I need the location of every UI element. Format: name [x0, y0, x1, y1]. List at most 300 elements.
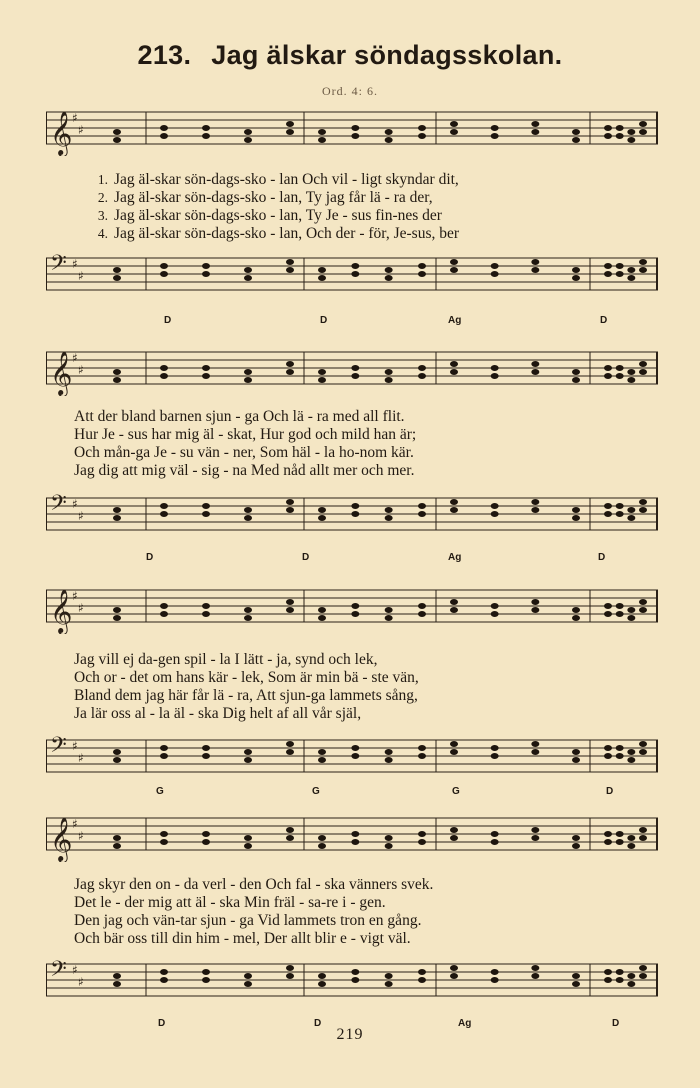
note-head [202, 263, 210, 269]
note-head [286, 965, 294, 971]
lyric-text: Jag äl-skar sön-dags-sko - lan, Och der - för, Je-sus, ber [114, 225, 460, 242]
note-head [318, 615, 326, 621]
note-head [351, 839, 359, 845]
note-head [639, 369, 647, 375]
treble-staff-drawing [46, 812, 658, 862]
note-head [351, 271, 359, 277]
bass-clef-icon: 𝄢 [50, 734, 67, 763]
note-head [604, 745, 612, 751]
lyric-line [74, 876, 634, 894]
chord-symbol: G [452, 786, 460, 797]
note-head [531, 599, 539, 605]
note-head [385, 369, 393, 375]
note-head [531, 827, 539, 833]
note-head [616, 133, 624, 139]
note-head [160, 511, 168, 517]
note-head [450, 499, 458, 505]
note-head [531, 507, 539, 513]
note-head [491, 611, 499, 617]
note-head [450, 835, 458, 841]
note-head [286, 121, 294, 127]
note-head [572, 275, 580, 281]
note-head [418, 753, 426, 759]
note-head [491, 503, 499, 509]
note-head [113, 267, 121, 273]
chord-symbol: G [312, 786, 320, 797]
note-head [202, 503, 210, 509]
lyrics-block [74, 408, 634, 480]
note-head [351, 125, 359, 131]
note-head [604, 373, 612, 379]
note-head [160, 611, 168, 617]
note-head [627, 275, 635, 281]
note-head [202, 839, 210, 845]
verse-number: 4. [97, 226, 108, 241]
chord-symbol: D [320, 315, 328, 326]
lyric-line [74, 426, 634, 444]
note-head [450, 749, 458, 755]
note-head [113, 137, 121, 143]
note-head [418, 373, 426, 379]
note-head [286, 259, 294, 265]
note-head [351, 511, 359, 517]
note-head [160, 373, 168, 379]
note-head [244, 507, 252, 513]
lyric-line [74, 930, 634, 948]
lyric-text: Och or - det om hans kär - lek, Som är min bä - ste vän, [74, 669, 419, 686]
note-head [418, 969, 426, 975]
sharp-icon: ♯ [72, 351, 78, 365]
note-head [491, 365, 499, 371]
note-head [286, 369, 294, 375]
note-head [639, 361, 647, 367]
note-head [202, 611, 210, 617]
note-head [418, 133, 426, 139]
note-head [160, 133, 168, 139]
note-head [286, 599, 294, 605]
note-head [318, 843, 326, 849]
treble-staff-drawing [46, 106, 658, 156]
treble-staff [46, 106, 658, 156]
note-head [572, 749, 580, 755]
note-head [351, 503, 359, 509]
note-head [491, 745, 499, 751]
note-head [385, 515, 393, 521]
note-head [113, 973, 121, 979]
bass-staff-drawing [46, 492, 658, 542]
note-head [604, 969, 612, 975]
note-head [202, 745, 210, 751]
note-head [616, 831, 624, 837]
note-head [604, 603, 612, 609]
bass-clef-icon: 𝄢 [50, 492, 67, 521]
note-head [113, 377, 121, 383]
treble-clef-icon: 𝄞 [50, 111, 73, 155]
note-head [160, 263, 168, 269]
note-head [385, 843, 393, 849]
lyric-text: Jag äl-skar sön-dags-sko - lan, Ty jag får lä - ra der, [114, 189, 433, 206]
note-head [604, 753, 612, 759]
note-head [639, 599, 647, 605]
note-head [627, 973, 635, 979]
note-head [318, 973, 326, 979]
note-head [244, 981, 252, 987]
lyric-text: Det le - der mig att äl - ska Min fräl - sa-re i - gen. [74, 894, 386, 911]
note-head [351, 603, 359, 609]
note-head [627, 981, 635, 987]
chord-symbol: D [146, 552, 154, 563]
chord-symbol: D [606, 786, 614, 797]
note-head [286, 361, 294, 367]
note-head [202, 831, 210, 837]
note-head [113, 757, 121, 763]
note-head [351, 969, 359, 975]
note-head [639, 835, 647, 841]
lyric-text: Hur Je - sus har mig äl - skat, Hur god och mild han är; [74, 426, 417, 443]
bass-clef-icon: 𝄢 [50, 958, 67, 987]
note-head [616, 365, 624, 371]
note-head [639, 973, 647, 979]
note-head [627, 377, 635, 383]
lyric-text: Jag äl-skar sön-dags-sko - lan, Ty Je - sus fin-nes der [114, 207, 442, 224]
lyrics-block [74, 876, 634, 948]
note-head [627, 515, 635, 521]
lyrics-block [64, 171, 624, 243]
note-head [318, 981, 326, 987]
note-head [616, 263, 624, 269]
sharp-icon: ♯ [78, 269, 84, 283]
note-head [418, 503, 426, 509]
treble-staff [46, 584, 658, 634]
note-head [604, 831, 612, 837]
chord-symbol: Ag [448, 552, 462, 563]
note-head [113, 369, 121, 375]
chord-symbol: D [302, 552, 310, 563]
sharp-icon: ♯ [78, 975, 84, 989]
note-head [627, 749, 635, 755]
note-head [639, 259, 647, 265]
note-head [616, 839, 624, 845]
lyric-line [74, 705, 634, 723]
note-head [318, 377, 326, 383]
note-head [450, 259, 458, 265]
note-head [418, 745, 426, 751]
note-head [604, 271, 612, 277]
page-number: 219 [336, 1026, 364, 1043]
chord-symbol: Ag [448, 315, 462, 326]
note-head [572, 515, 580, 521]
note-head [616, 503, 624, 509]
note-head [627, 615, 635, 621]
note-head [616, 373, 624, 379]
note-head [627, 507, 635, 513]
note-head [572, 973, 580, 979]
note-head [286, 267, 294, 273]
note-head [531, 267, 539, 273]
note-head [160, 271, 168, 277]
lyric-line [74, 687, 634, 705]
lyrics-block [74, 651, 634, 723]
note-head [531, 835, 539, 841]
note-head [491, 839, 499, 845]
note-head [286, 507, 294, 513]
chord-symbol: D [158, 1018, 166, 1029]
treble-staff-drawing [46, 346, 658, 396]
note-head [604, 365, 612, 371]
note-head [202, 969, 210, 975]
note-head [604, 125, 612, 131]
note-head [160, 753, 168, 759]
scripture-reference: Ord. 4: 6. [322, 84, 378, 98]
note-head [450, 369, 458, 375]
note-head [385, 757, 393, 763]
note-head [160, 969, 168, 975]
note-head [113, 835, 121, 841]
note-head [113, 749, 121, 755]
note-head [572, 835, 580, 841]
note-head [639, 507, 647, 513]
note-head [160, 831, 168, 837]
note-head [639, 827, 647, 833]
note-head [385, 275, 393, 281]
note-head [418, 263, 426, 269]
note-head [491, 977, 499, 983]
note-head [572, 137, 580, 143]
note-head [531, 965, 539, 971]
note-head [202, 133, 210, 139]
note-head [385, 749, 393, 755]
note-head [572, 369, 580, 375]
note-head [531, 129, 539, 135]
note-head [639, 499, 647, 505]
note-head [616, 611, 624, 617]
note-head [450, 973, 458, 979]
note-head [418, 611, 426, 617]
note-head [491, 511, 499, 517]
chord-row [0, 315, 700, 329]
note-head [450, 361, 458, 367]
note-head [202, 511, 210, 517]
note-head [491, 753, 499, 759]
note-head [572, 129, 580, 135]
sharp-icon: ♯ [72, 111, 78, 125]
note-head [627, 129, 635, 135]
chord-row [0, 786, 700, 800]
treble-staff-drawing [46, 584, 658, 634]
hymn-title-block [0, 40, 700, 71]
note-head [286, 973, 294, 979]
sharp-icon: ♯ [78, 751, 84, 765]
note-head [351, 831, 359, 837]
note-head [244, 749, 252, 755]
note-head [531, 973, 539, 979]
note-head [385, 973, 393, 979]
note-head [318, 369, 326, 375]
bass-staff [46, 958, 658, 1008]
note-head [160, 977, 168, 983]
note-head [202, 753, 210, 759]
note-head [286, 499, 294, 505]
note-head [450, 267, 458, 273]
hymn-number: 213. [137, 40, 192, 70]
sharp-icon: ♯ [72, 739, 78, 753]
lyric-text: Bland dem jag här får lä - ra, Att sjun-ga lammets sång, [74, 687, 418, 704]
sharp-icon: ♯ [72, 589, 78, 603]
note-head [286, 129, 294, 135]
note-head [202, 977, 210, 983]
note-head [160, 603, 168, 609]
note-head [244, 757, 252, 763]
note-head [244, 515, 252, 521]
lyric-line [74, 894, 634, 912]
note-head [616, 977, 624, 983]
sharp-icon: ♯ [72, 817, 78, 831]
note-head [616, 753, 624, 759]
verse-number: 3. [97, 208, 108, 223]
bass-staff [46, 252, 658, 302]
note-head [202, 271, 210, 277]
note-head [160, 503, 168, 509]
note-head [286, 835, 294, 841]
verse-number: 1. [97, 172, 108, 187]
note-head [351, 263, 359, 269]
note-head [572, 507, 580, 513]
note-head [450, 827, 458, 833]
lyric-line [64, 225, 624, 243]
bass-staff-drawing [46, 734, 658, 784]
note-head [616, 125, 624, 131]
note-head [531, 121, 539, 127]
note-head [418, 839, 426, 845]
note-head [318, 607, 326, 613]
note-head [113, 615, 121, 621]
note-head [385, 137, 393, 143]
note-head [627, 137, 635, 143]
note-head [351, 977, 359, 983]
note-head [244, 615, 252, 621]
treble-staff [46, 346, 658, 396]
note-head [531, 749, 539, 755]
note-head [616, 969, 624, 975]
note-head [627, 835, 635, 841]
chord-symbol: D [600, 315, 608, 326]
verse-number: 2. [97, 190, 108, 205]
lyric-text: Och mån-ga Je - su vän - ner, Som häl - la ho-nom kär. [74, 444, 414, 461]
note-head [572, 615, 580, 621]
note-head [491, 125, 499, 131]
note-head [531, 361, 539, 367]
note-head [318, 267, 326, 273]
note-head [244, 377, 252, 383]
note-head [244, 267, 252, 273]
note-head [113, 129, 121, 135]
note-head [491, 133, 499, 139]
lyric-text: Ja lär oss al - la äl - ska Dig helt af all vår själ, [74, 705, 362, 722]
note-head [385, 835, 393, 841]
note-head [572, 843, 580, 849]
note-head [604, 263, 612, 269]
note-head [113, 275, 121, 281]
hymn-title: Jag älskar söndagsskolan. [211, 40, 563, 70]
note-head [572, 757, 580, 763]
note-head [385, 607, 393, 613]
note-head [639, 741, 647, 747]
note-head [572, 607, 580, 613]
note-head [351, 133, 359, 139]
note-head [491, 603, 499, 609]
bass-clef-icon: 𝄢 [50, 252, 67, 281]
lyric-line [74, 444, 634, 462]
note-head [202, 373, 210, 379]
note-head [616, 271, 624, 277]
note-head [572, 377, 580, 383]
note-head [318, 275, 326, 281]
note-head [418, 365, 426, 371]
note-head [286, 741, 294, 747]
note-head [418, 125, 426, 131]
note-head [385, 267, 393, 273]
note-head [604, 611, 612, 617]
note-head [627, 369, 635, 375]
note-head [244, 275, 252, 281]
note-head [113, 507, 121, 513]
note-head [286, 607, 294, 613]
note-head [450, 965, 458, 971]
note-head [113, 843, 121, 849]
treble-staff [46, 812, 658, 862]
note-head [604, 839, 612, 845]
note-head [616, 511, 624, 517]
lyric-text: Att der bland barnen sjun - ga Och lä - ra med all flit. [74, 408, 405, 425]
note-head [639, 749, 647, 755]
note-head [318, 749, 326, 755]
note-head [244, 129, 252, 135]
note-head [450, 607, 458, 613]
note-head [572, 981, 580, 987]
lyric-text: Jag dig att mig väl - sig - na Med nåd allt mer och mer. [74, 462, 415, 479]
note-head [418, 977, 426, 983]
lyric-line [74, 462, 634, 480]
note-head [450, 129, 458, 135]
note-head [202, 125, 210, 131]
note-head [318, 507, 326, 513]
lyric-text: Den jag och vän-tar sjun - ga Vid lammets tron en gång. [74, 912, 422, 929]
lyric-line [74, 912, 634, 930]
note-head [318, 515, 326, 521]
note-head [385, 129, 393, 135]
note-head [450, 599, 458, 605]
note-head [318, 129, 326, 135]
note-head [318, 137, 326, 143]
note-head [491, 831, 499, 837]
treble-clef-icon: 𝄞 [50, 817, 73, 861]
note-head [531, 369, 539, 375]
note-head [639, 607, 647, 613]
note-head [351, 365, 359, 371]
note-head [385, 615, 393, 621]
note-head [639, 121, 647, 127]
note-head [627, 843, 635, 849]
note-head [639, 129, 647, 135]
chord-symbol: D [598, 552, 606, 563]
note-head [639, 267, 647, 273]
note-head [202, 365, 210, 371]
treble-clef-icon: 𝄞 [50, 589, 73, 633]
note-head [531, 499, 539, 505]
note-head [160, 745, 168, 751]
lyric-line [74, 408, 634, 426]
note-head [244, 843, 252, 849]
